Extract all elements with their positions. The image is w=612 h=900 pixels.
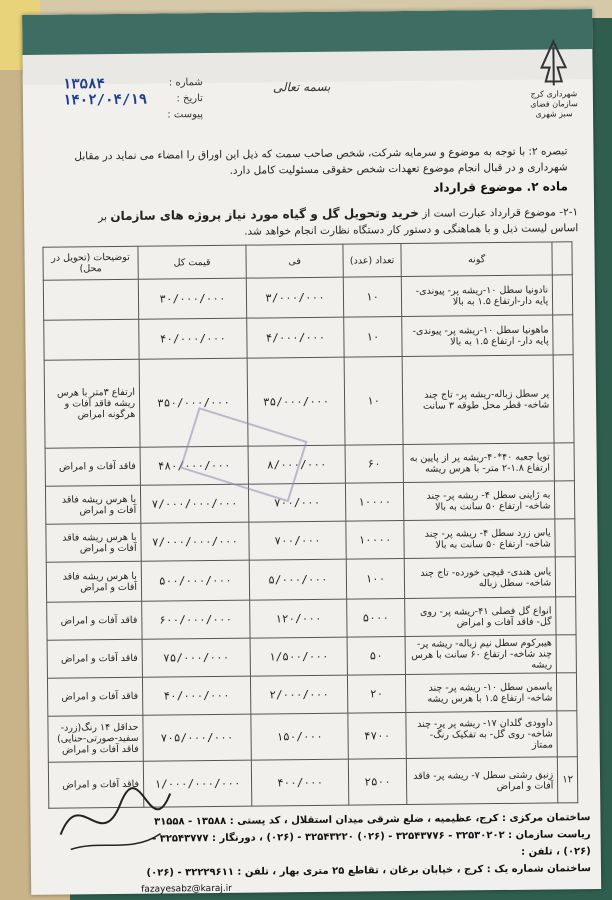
species-header: گونه [401,242,553,277]
notes-cell: با هرس ریشه فاقد آفات و امراض [46,561,141,602]
tree-logo-icon [533,37,574,89]
total-price-cell: ۴۰/۰۰۰/۰۰۰ [142,676,250,715]
table-row [47,673,576,717]
qty-cell: ۶۰ [345,445,403,484]
unit-price-cell: ۱۲۰/۰۰۰ [250,599,348,638]
row-index [553,315,573,355]
qty-cell: ۱۰ [344,317,402,358]
bismillah: بسمه تعالی [272,79,331,95]
total-price-cell: ۵۰۰/۰۰۰/۰۰۰ [141,560,249,601]
index-header [552,242,572,275]
section-heading: ماده ۲. موضوع قرارداد [433,179,568,195]
table-row [44,315,573,361]
species-cell: هیبرکوم سطل نیم زباله- ریشه پر- چند شاخه- ارتفاع ۶۰ سانت با هرس ریشه [405,635,557,675]
qty-cell: ۱۰۰۰۰ [346,521,404,560]
logo-line-1: شهرداری کرج [530,89,578,99]
total-price-cell: ۴۰/۰۰۰/۰۰۰ [139,318,247,359]
unit-price-cell: ۷۰۰/۰۰۰ [249,521,347,560]
species-cell: ماهونیا سطل ۱۰-ریشه پر- پیوندی- پایه دار- ارتفاع ۱.۵ به بالا [402,315,554,357]
logo-line-2: سازمان فضای سبز شهری [530,99,578,119]
number-label: شماره : [168,77,203,89]
total-price-cell: ۷۵/۰۰۰/۰۰۰ [142,638,250,677]
species-cell: یاسمن سطل ۱۰- ریشه پر- چند شاخه- ارتفاع ۱.۵ با هرس ریشه [405,673,557,713]
total-price-cell: ۷/۰۰۰/۰۰۰/۰۰۰ [140,484,248,523]
unit-price-cell: ۴۰۰/۰۰۰ [251,759,349,806]
footer-line-1: ساختمان مرکزی : کرج، عظیمیه ، ضلع شرقی میدان استقلال ، کد پستی : ۱۳۵۸۸ - ۳۱۵۵۸ [154,812,591,828]
qty-cell: ۱۰ [344,357,403,446]
species-cell: یاس هندی- قیچی خورده- تاج چند شاخه- سطل زباله [404,557,556,599]
total-price-cell: ۶۰۰/۰۰۰/۰۰۰ [142,600,250,639]
species-cell: انواع گل فصلی ۴۱-ریشه پر- روی گل- فاقد آفات و امراض [404,597,556,637]
date-value: ۱۴۰۲/۰۴/۱۹ [62,91,148,109]
intro-paragraph: تبصره ۲: با توجه به موضوع و سرمایه شرکت، شخص صاحب سمت که ذیل این اوراق را امضاء می نماید در مقابل شهرداری و در قبال انجام موضوع تعهدات شخص حقوقی مسئولیت کامل دارد. [74,145,568,177]
row-index [557,673,577,711]
notes-cell: ارتفاع ۳متر با هرس ریشه فاقد آفات و هرگونه امراض [44,359,140,448]
total-price-cell: ۴۸۰/۰۰۰/۰۰۰ [140,446,248,485]
total-price-cell: ۷۰۵/۰۰۰/۰۰۰ [143,714,251,761]
total-price-cell: ۳۰/۰۰۰/۰۰۰ [138,278,246,319]
qty-header: تعداد (عدد) [343,244,401,278]
footer-address [140,809,591,895]
qty-cell: ۴۷۰۰ [348,713,406,760]
qty-cell: ۲۰ [348,675,406,714]
number-value: ۱۳۵۸۴ [62,76,105,93]
notes-cell: فاقد آفات و امراض [47,639,142,678]
footer-email: fazayesabz@karaj.ir [141,883,233,895]
unit-price-cell: ۴/۰۰۰/۰۰۰ [247,317,345,358]
footer-line-3: ساختمان شماره یک : کرج ، خیابان برغان ، تقاطع ۲۵ متری بهار ، تلفن : ۳۲۲۲۹۶۱۱ - (۰۲۶) [146,863,592,879]
unit-price-cell: ۵/۰۰۰/۰۰۰ [249,559,347,600]
attachment-label: پیوست : [167,109,204,121]
row-index [556,597,576,635]
date-label: تاریخ : [176,93,203,105]
qty-cell: ۱۰۰ [346,559,404,600]
notes-cell: حداقل ۱۴ رنگ(زرد- سفید-صورتی-حنایی) فاقد آفات و امراض [48,715,143,762]
notes-cell [44,319,139,360]
notes-cell: فاقد آفات و امراض [47,601,142,640]
row-index: ۱۲ [558,757,578,803]
clause-prefix: ۲-۱- موضوع قرارداد عبارت است از [422,206,579,220]
clause-suffix: بر اساس لیست ذیل و با هماهنگی و دستور کار دستگاه نظارت انجام خواهد شد. [98,211,579,238]
table-row [46,519,575,563]
document-page [22,9,601,895]
species-cell: نادونیا سطل ۱۰-ریشه پر- پیوندی- پایه دار-ارتفاع ۱.۵ به بالا [401,275,553,317]
organization-logo [526,37,581,120]
qty-cell: ۱۰۰۰۰ [346,483,404,522]
notes-cell: فاقد آفات و امراض [47,677,142,716]
unit-price-cell: ۳/۰۰۰/۰۰۰ [246,277,344,318]
total-price-cell: ۷/۰۰۰/۰۰۰/۰۰۰ [141,522,249,561]
species-cell: زنبق رشتی سطل ۷- ریشه پر- فاقد آفات و امراض [406,757,558,805]
species-cell: یاس زرد سطل ۴- ریشه پر- چند شاخه- ارتفاع ۵۰ سانت به بالا [404,519,556,559]
species-cell: تویا جعبه ۴۰*۴۰-ریشه پر از پایین به ارتفاع ۱.۸-۲ متر- با هرس ریشه [403,443,555,483]
table-header-row [43,242,572,281]
total-price-cell: ۳۵۰/۰۰۰/۰۰۰ [139,358,248,447]
unit-price-cell: ۷۰۰/۰۰۰ [248,483,346,522]
unit-price-header: فی [246,244,344,278]
signature-icon [50,773,181,864]
unit-price-cell: ۳۵/۰۰۰/۰۰۰ [247,357,345,446]
row-index [555,519,575,557]
qty-cell: ۵۰۰۰ [347,599,405,638]
species-cell: پر سطل زباله-ریشه پر- تاج چند شاخه- قطر محل طوقه ۳ سانت [402,355,554,445]
unit-price-cell: ۱۵۰/۰۰۰ [251,713,349,760]
total-price-cell: ۱/۰۰۰/۰۰۰/۰۰۰ [143,760,251,807]
row-index [557,711,577,757]
row-index [556,635,576,673]
qty-cell: ۲۵۰۰ [348,759,406,806]
table-row [44,355,574,449]
total-price-header: قیمت کل [138,245,246,279]
qty-cell: ۵۰ [347,637,405,676]
clause-subject: خرید وتحویل گل و گیاه مورد نیاز پروژه های سازمان [110,205,419,224]
notes-cell: فاقد آفات و امراض [48,761,143,808]
table-row [46,557,575,603]
table-row [47,597,576,641]
notes-cell [43,279,138,320]
footer-line-2: ریاست سازمان : ۳۲۵۳۰۲۰۲ - ۳۲۵۴۳۷۷۶ - (۰۲۶) ۳۲۵۴۳۲۲۰ - (۰۲۶) ، دورنگار : ۳۲۵۴۳۷۷۷ - (۰۲۶) ، تلفن : [152,829,591,858]
row-index [554,443,574,481]
qty-cell: ۱۰ [343,277,401,318]
letter-meta [63,75,203,124]
row-index [553,275,573,315]
table-row [45,443,574,487]
notes-cell: فاقد آفات و امراض [45,447,140,486]
table-row [43,275,572,321]
unit-price-cell: ۸/۰۰۰/۰۰۰ [248,445,346,484]
table-row [45,481,574,525]
species-cell: داوودی گلدان ۱۷- ریشه پر پر- چند شاخه- روی گل- به تفکیک رنگ- ممتاز [406,711,558,759]
table-row [48,711,577,763]
row-index [553,355,574,443]
table-row [47,635,576,679]
unit-price-cell: ۱/۵۰۰/۰۰۰ [250,637,348,676]
row-index [555,557,575,597]
notes-cell: با هرس ریشه فاقد آفات و امراض [45,485,140,524]
contract-clause [68,203,578,241]
row-index [555,481,575,519]
notes-header: توضیحات (تحویل در محل) [43,246,138,280]
items-table [42,241,578,809]
unit-price-cell: ۲/۰۰۰/۰۰۰ [250,675,348,714]
notes-cell: با هرس ریشه فاقد آفات و امراض [46,523,141,562]
species-cell: به ژاپنی سطل ۴- ریشه پر- چند شاخه- ارتفاع ۵۰ سانت به بالا [403,481,555,521]
